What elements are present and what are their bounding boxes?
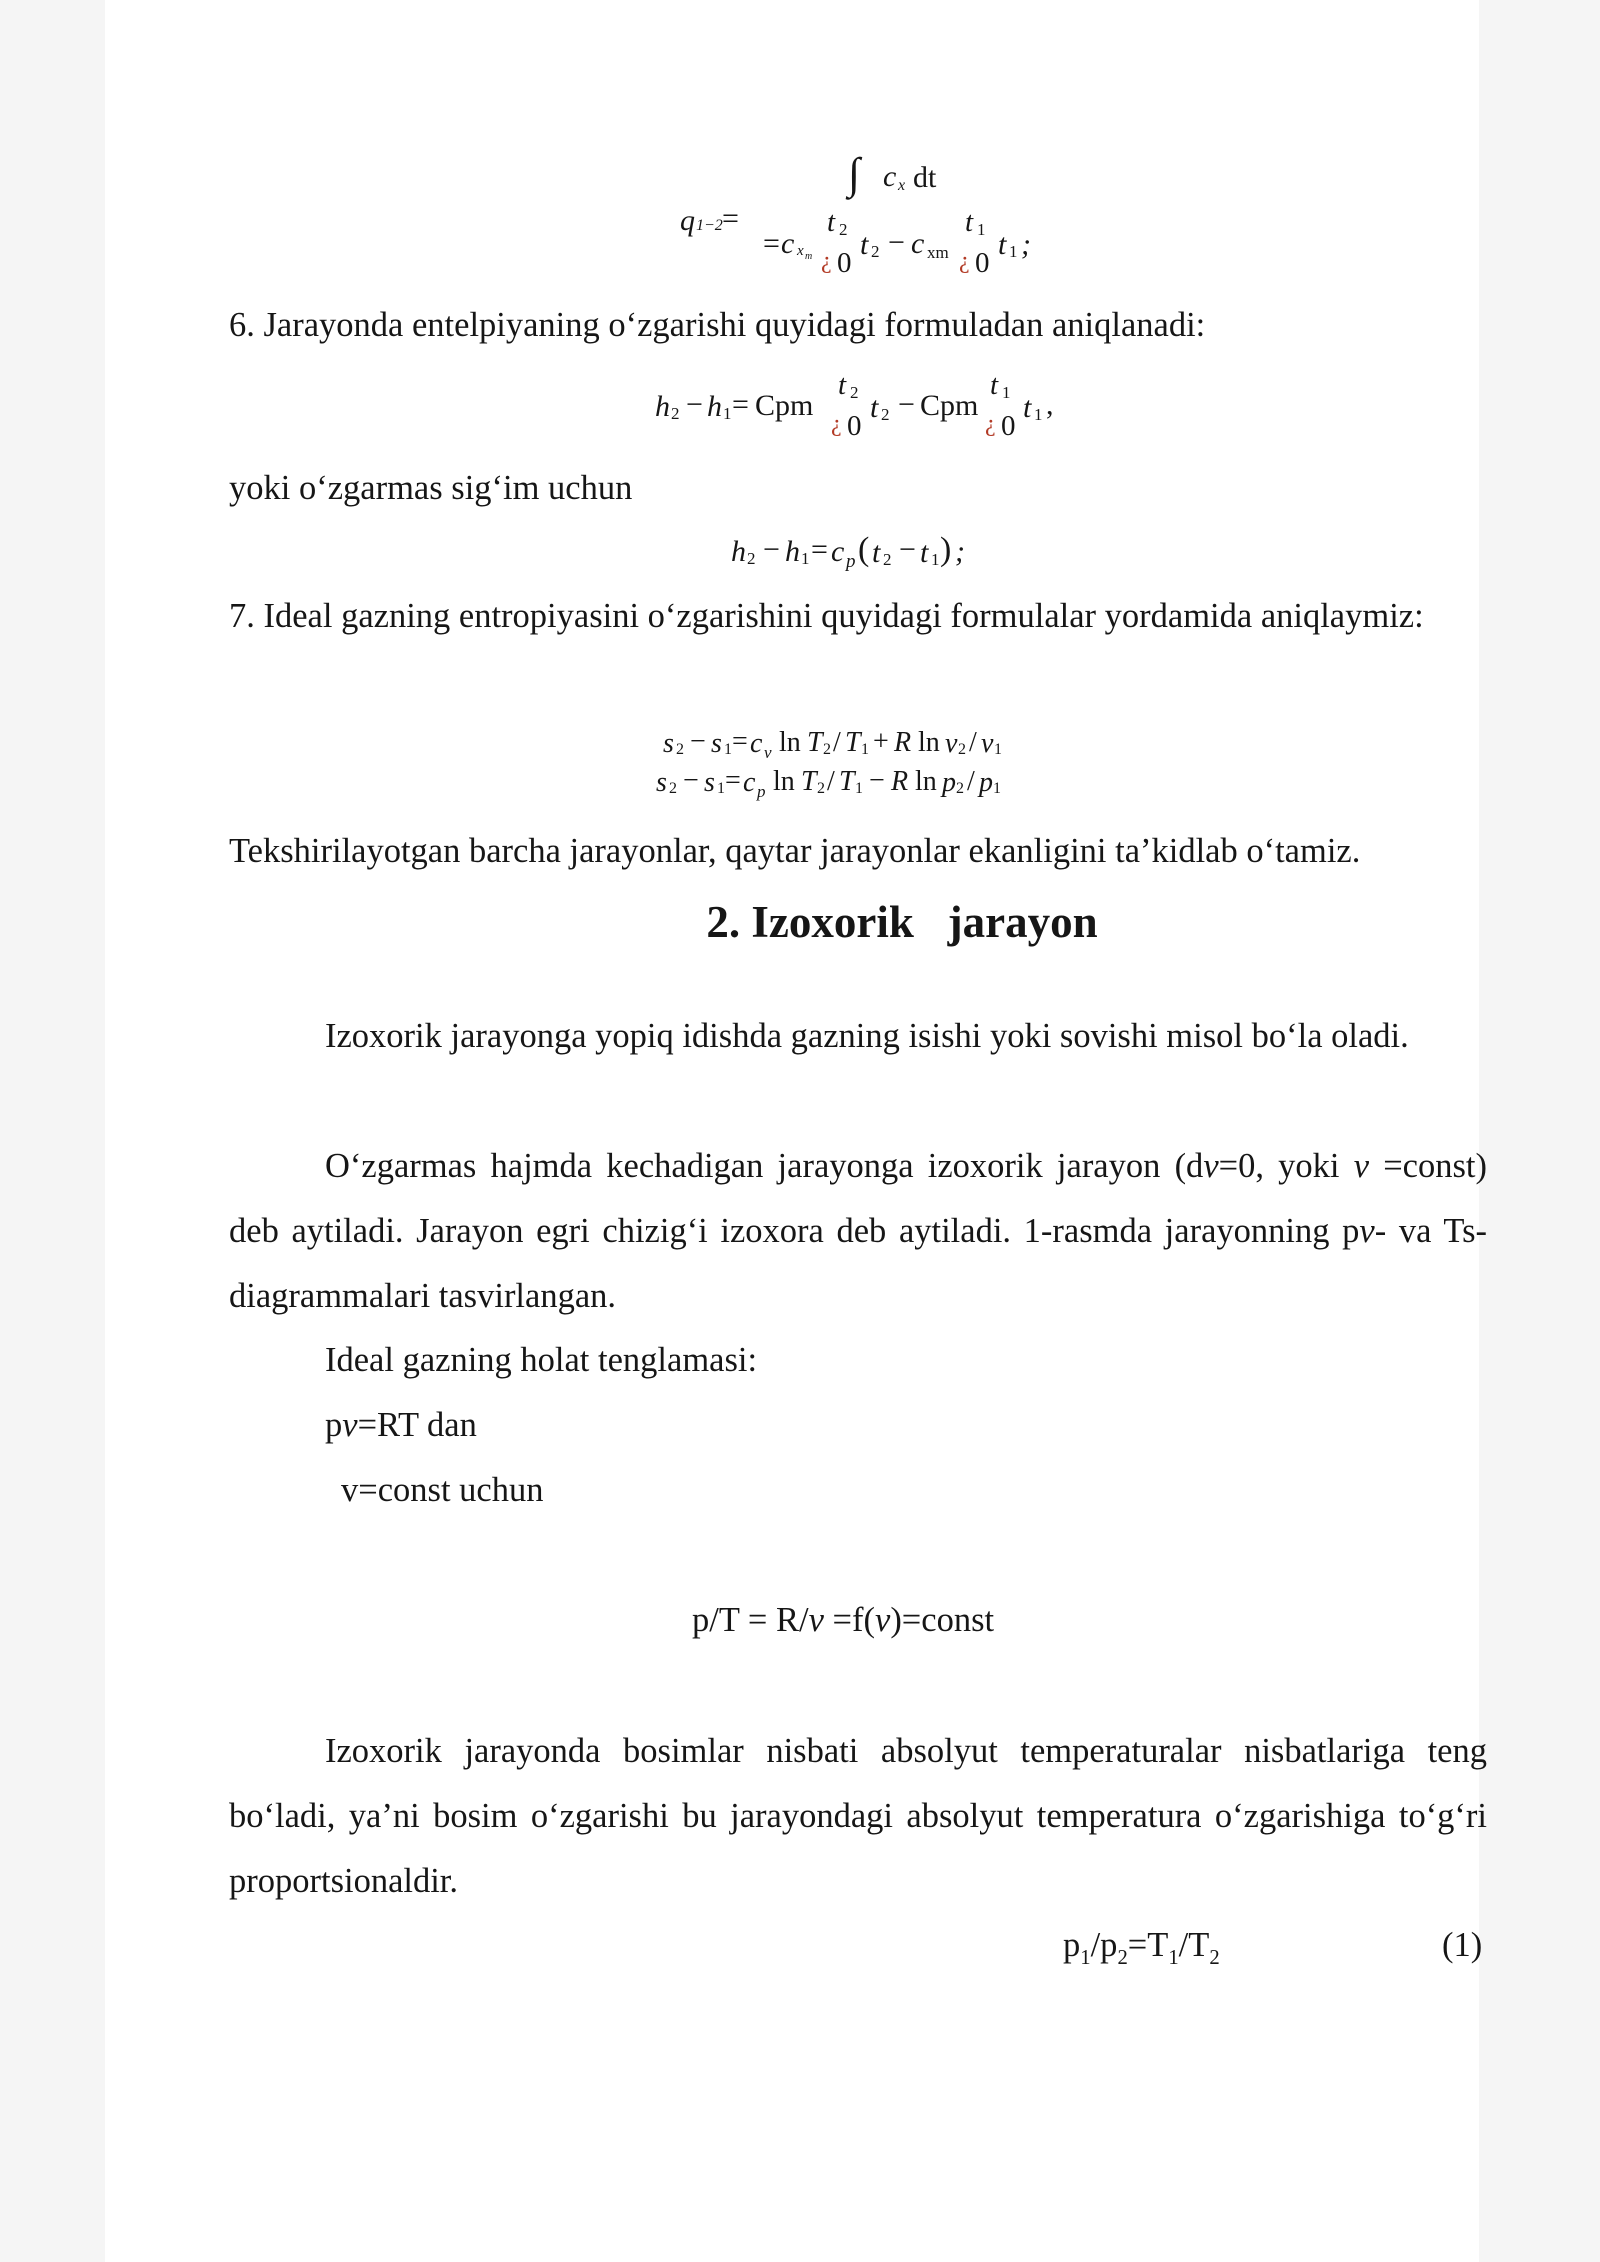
paragraph-pressure-ratio: Izoxorik jarayonda bosimlar nisbati absolyut temperaturalar nisbatlariga teng bo‘ladi, ya’ni bosim o‘zgarishi bu jarayondagi absolyut temperatura o‘zgarishiga to‘g‘ri proportsionaldir. (229, 1732, 1487, 1900)
equation-number: (1) (1442, 1926, 1483, 1964)
formula-pressure-temperature-ratio: $p_1/p_2=T_1/T_2$ (1063, 1926, 1220, 1969)
reversible-processes-note: Tekshirilayotgan barcha jarayonlar, qaytar jarayonlar ekanligini ta’kidlab o‘tamiz. (229, 832, 1361, 870)
item-7-text: 7. Ideal gazning entropiyasini o‘zgarishini quyidagi formulalar yordamida aniqlaymiz: (229, 597, 1424, 635)
ideal-gas-state-label: Ideal gazning holat tenglamasi: (325, 1341, 758, 1379)
item-6-text: 6. Jarayonda entelpiyaning o‘zgarishi quyidagi formuladan aniqlanadi: (229, 306, 1206, 344)
paragraph-isochoric-definition: O‘zgarmas hajmda kechadigan jarayonga izoxorik jarayon (dv=0, yoki v =const) deb aytiladi. Jarayon egri chizig‘i izoxora deb aytiladi. 1-rasmda jarayonning pv- va Ts- diagrammalari tasvirlangan. (229, 1147, 1487, 1315)
v-const-line: v=const uchun (341, 1471, 544, 1509)
section-heading: 2. Izoxorik jarayon (706, 897, 1098, 947)
constant-heat-capacity-line: yoki o‘zgarmas sig‘im uchun (229, 469, 633, 507)
formula-p-over-t: p/T = R/v =f(v)=const (692, 1601, 995, 1639)
document-page: ∫ c x dt q 1−2 = = c x m t 2 ¿ 0 t 2 − c xm t 1 ¿ 0 t 1 ; 6. Jarayonda entelpiyaning o‘zgarishi quyidagi formuladan aniqlanadi: h 2 − h 1 = Cpm t 2 ¿ 0 t 2 − Cpm t 1 ¿ 0 t 1 , yoki o‘zgarmas sig‘im uchun h 2 − h 1 = c p ( t 2 − t 1 ) ; 7. Ideal gazning entropiyasini o‘zgarishini quyidagi formulalar yordamida aniqlaymiz: s 2 − s 1 = c v ln T 2 / T 1 + R ln v 2 / v 1 s 2 − s 1 = c p ln T 2 / T 1 − R ln p 2 / p 1 Tekshirilayotgan barcha jarayonlar, qaytar jarayonlar ekanligini ta’kidlab o‘tamiz. 2. Izoxorik jarayon Izoxorik jarayonga yopiq idishda gazning isishi yoki sovishi misol bo‘la oladi. O‘zgarmas hajmda kechadigan jarayonga izoxorik jarayon (dv=0, yoki v =const) deb aytiladi. Jarayon egri chizig‘i izoxora deb aytiladi. 1-rasmda jarayonning pv- va Ts- diagrammalari tasvirlangan. Ideal gazning holat tenglamasi: pv=RT dan v=const uchun p/T = R/v =f(v)=const Izoxorik jarayonda bosimlar nisbati absolyut temperaturalar nisbatlariga teng bo‘ladi, ya’ni bosim o‘zgarishi bu jarayondagi absolyut temperatura o‘zgarishiga to‘g‘ri proportsionaldir. $p_1/p_2=T_1/T_2$ (1) (105, 0, 1479, 2262)
paragraph-isochoric-example: Izoxorik jarayonga yopiq idishda gazning isishi yoki sovishi misol bo‘la oladi. (325, 1017, 1409, 1055)
integral-sign: ∫ (848, 149, 861, 198)
pv-rt-line: pv=RT dan (325, 1406, 477, 1444)
